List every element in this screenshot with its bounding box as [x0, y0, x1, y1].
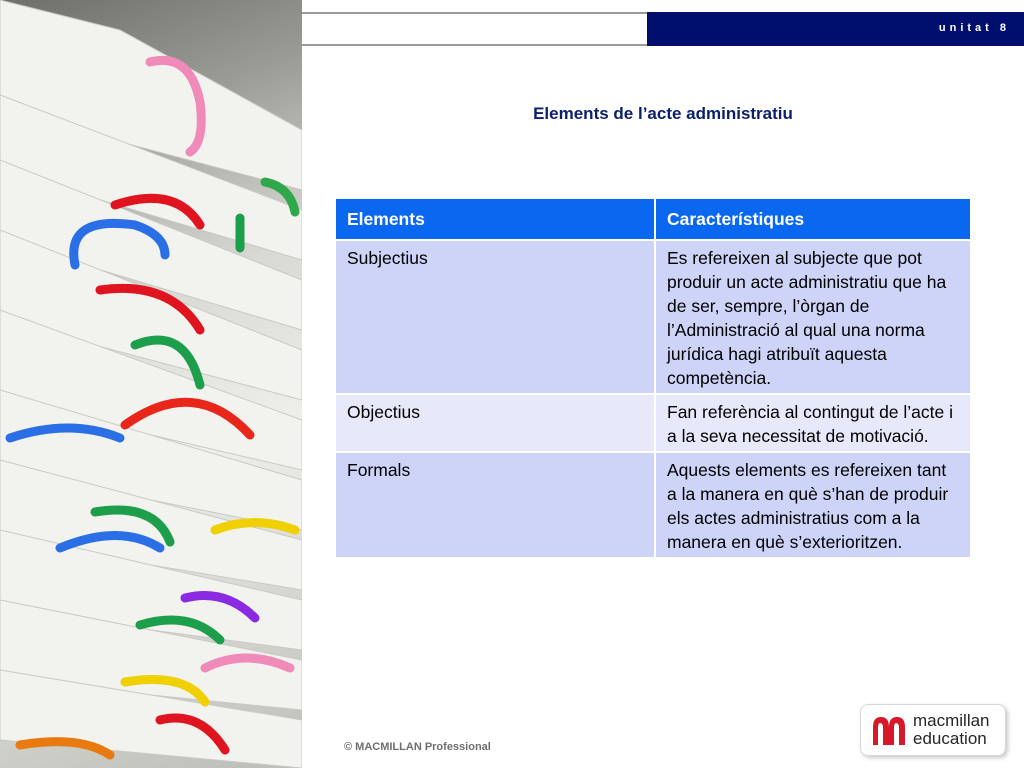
table-row — [335, 240, 971, 394]
file-folders-photo — [0, 0, 302, 768]
copyright-text: © MACMILLAN Professional — [344, 741, 491, 753]
folders-illustration — [0, 0, 302, 768]
column-header-characteristics: Característiques — [655, 198, 971, 240]
table-row — [335, 452, 971, 558]
logo-text-education: education — [913, 729, 987, 748]
table-row — [335, 394, 971, 452]
description-cell: Aquests elements es refereixen tant a la manera en què s’han de produir els actes administratius com a la manera en què s’exterioritzen. — [655, 452, 971, 558]
header-left-bar — [302, 12, 647, 46]
macmillan-education-logo — [860, 704, 1006, 756]
description-cell: Fan referència al contingut de l’acte i a la seva necessitat de motivació. — [655, 394, 971, 452]
logo-text-macmillan: macmillan — [913, 711, 990, 730]
elements-table — [334, 197, 972, 559]
unit-label: unitat 8 — [938, 22, 1010, 34]
slide-title: Elements de l’acte administratiu — [533, 104, 793, 123]
macmillan-logo-icon — [871, 713, 909, 747]
table-header-row — [335, 198, 971, 240]
element-cell: Formals — [335, 452, 655, 558]
header-blue-bar — [647, 12, 1024, 46]
element-cell: Subjectius — [335, 240, 655, 394]
column-header-elements: Elements — [335, 198, 655, 240]
description-cell: Es refereixen al subjecte que pot produir un acte administratiu que ha de ser, sempre, l’òrgan de l’Administració al qual una norma jurídica hagi atribuït aquesta competència. — [655, 240, 971, 394]
element-cell: Objectius — [335, 394, 655, 452]
